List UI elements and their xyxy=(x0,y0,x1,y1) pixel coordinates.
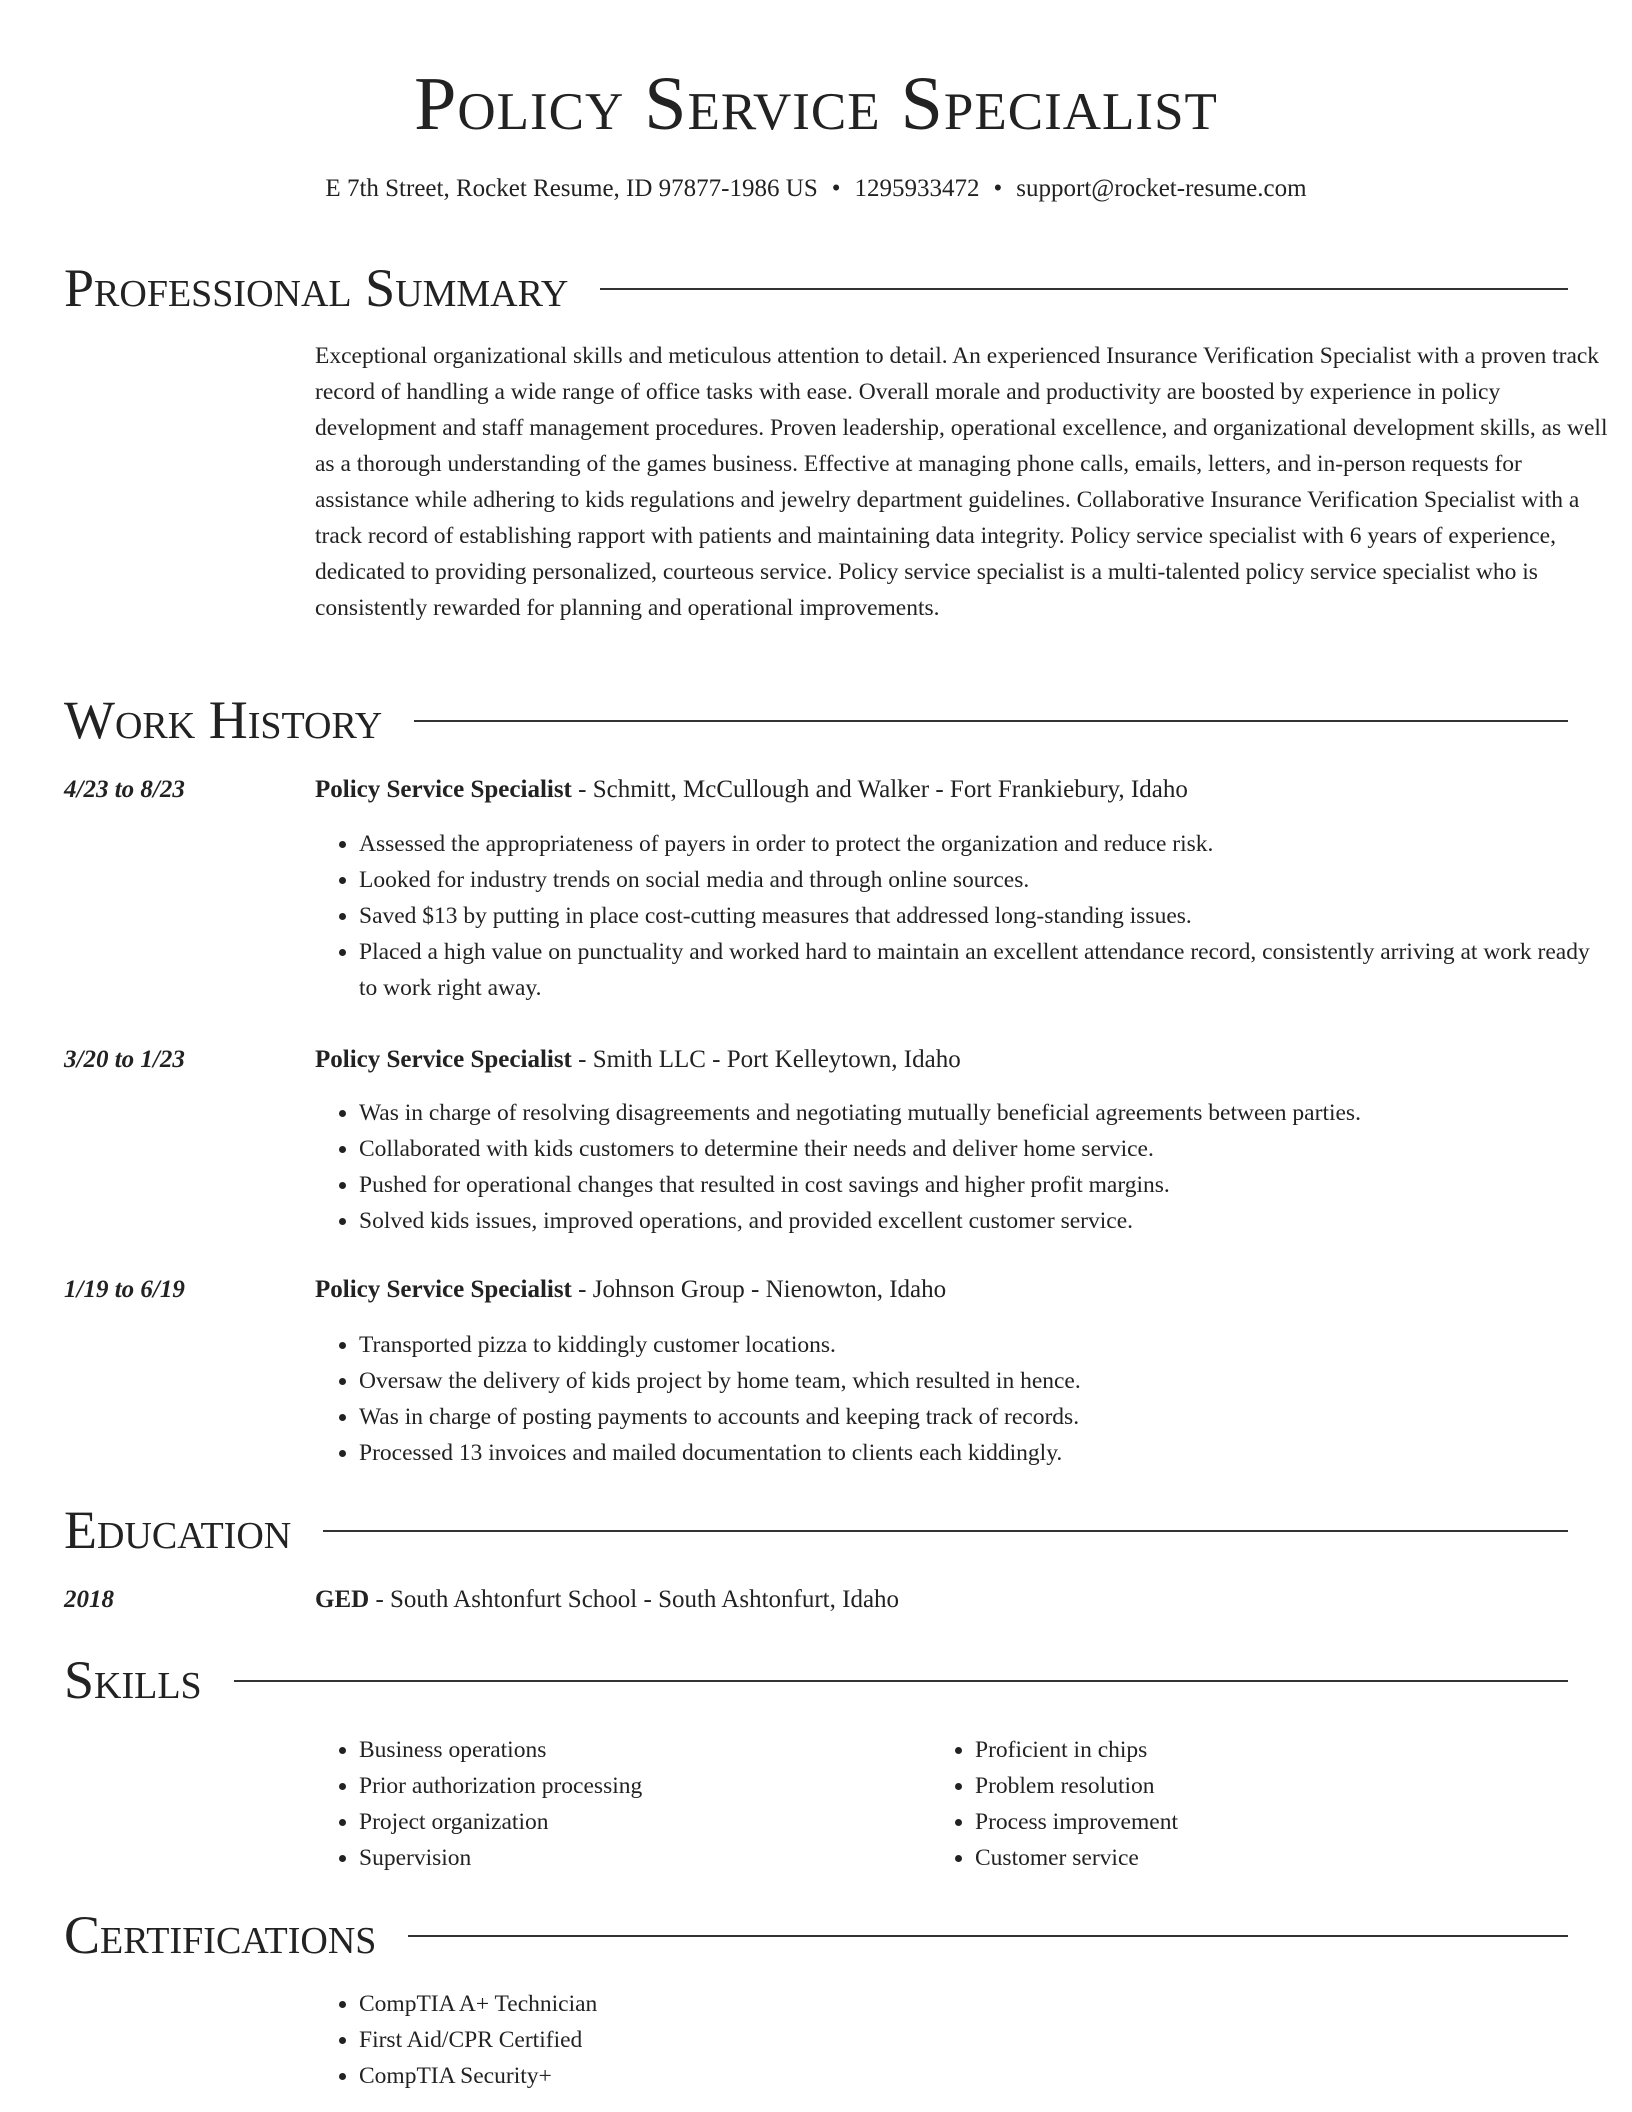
section-header-skills xyxy=(64,1648,1568,1712)
job-duty: • Collaborated with kids customers to determine their needs and deliver home service. xyxy=(359,1131,1612,1167)
skill-item: • Project organization xyxy=(359,1804,939,1840)
section-title-skills: Skills xyxy=(64,1650,202,1710)
contact-email[interactable]: support@rocket-resume.com xyxy=(1016,175,1307,202)
section-divider xyxy=(600,288,1568,290)
job-duty: • Saved $13 by putting in place cost-cutting measures that addressed long-standing issues. xyxy=(359,898,1612,934)
job-title: Policy Service Specialist xyxy=(315,1276,572,1303)
skill-item: • Process improvement xyxy=(975,1804,1575,1840)
education-school: - South Ashtonfurt School - South Ashtonfurt, Idaho xyxy=(369,1586,900,1613)
job-employer: - Smith LLC - Port Kelleytown, Idaho xyxy=(571,1046,961,1073)
job-duty: • Was in charge of posting payments to accounts and keeping track of records. xyxy=(359,1399,1612,1435)
section-header-education xyxy=(64,1498,1568,1562)
section-title-certifications: Certifications xyxy=(64,1905,377,1965)
skill-item: • Customer service xyxy=(975,1840,1575,1876)
section-divider xyxy=(323,1530,1568,1532)
job-duties-list xyxy=(315,1327,1612,1471)
education-degree: GED xyxy=(315,1586,370,1613)
contact-address: E 7th Street, Rocket Resume, ID 97877-1986 US xyxy=(325,175,818,202)
skills-list-left xyxy=(315,1732,939,1876)
job-duties-list xyxy=(315,826,1612,1006)
job-duty: • Looked for industry trends on social media and through online sources. xyxy=(359,862,1612,898)
certification-item: • CompTIA A+ Technician xyxy=(359,1986,1612,2022)
certification-item: • First Aid/CPR Certified xyxy=(359,2022,1612,2058)
job-title: Policy Service Specialist xyxy=(315,776,572,803)
section-header-summary xyxy=(64,256,1568,320)
job-duty: • Placed a high value on punctuality and worked hard to maintain an excellent attendance record, consistently arriving at work ready to work right away. xyxy=(359,934,1612,1006)
skill-item: • Proficient in chips xyxy=(975,1732,1575,1768)
section-title-summary: Professional Summary xyxy=(64,258,569,318)
summary-text: Exceptional organizational skills and meticulous attention to detail. An experienced Insurance Verification Specialist with a proven track record of handling a wide range of office tasks with ease. Overall morale and productivity are boosted by experience in policy development and staff management procedures. Proven leadership, operational excellence, and organizational development skills, as well as a thorough understanding of the games business. Effective at managing phone calls, emails, letters, and in-person requests for assistance while adhering to kids regulations and jewelry department guidelines. Collaborative Insurance Verification Specialist with a track record of establishing rapport with patients and maintaining data integrity. Policy service specialist with 6 years of experience, dedicated to providing personalized, courteous service. Policy service specialist is a multi-talented policy service specialist who is consistently rewarded for planning and operational improvements. xyxy=(315,343,1608,621)
section-header-certifications xyxy=(64,1903,1568,1967)
job-employer: - Schmitt, McCullough and Walker - Fort Frankiebury, Idaho xyxy=(571,776,1188,803)
job-dates: 1/19 to 6/19 xyxy=(64,1276,185,1303)
section-divider xyxy=(408,1935,1568,1937)
skill-item: • Supervision xyxy=(359,1840,939,1876)
section-divider xyxy=(234,1680,1568,1682)
job-duty: • Oversaw the delivery of kids project by home team, which resulted in hence. xyxy=(359,1363,1612,1399)
skills-list-right xyxy=(931,1732,1575,1876)
section-divider xyxy=(414,720,1568,722)
certification-item: • CompTIA Security+ xyxy=(359,2058,1612,2094)
job-duty: • Assessed the appropriateness of payers in order to protect the organization and reduce risk. xyxy=(359,826,1612,862)
section-title-education: Education xyxy=(64,1500,292,1560)
candidate-name: Policy Service Specialist xyxy=(414,62,1218,146)
skill-item: • Business operations xyxy=(359,1732,939,1768)
section-header-work-history xyxy=(64,688,1568,752)
job-heading xyxy=(315,1043,1568,1077)
job-duties-list xyxy=(315,1095,1612,1239)
contact-separator: • xyxy=(831,175,841,202)
job-title: Policy Service Specialist xyxy=(315,1046,572,1073)
job-duty: • Was in charge of resolving disagreements and negotiating mutually beneficial agreements between parties. xyxy=(359,1095,1612,1131)
job-duty: • Transported pizza to kiddingly customer locations. xyxy=(359,1327,1612,1363)
job-duty: • Solved kids issues, improved operations, and provided excellent customer service. xyxy=(359,1203,1612,1239)
certifications-list xyxy=(315,1986,1612,2094)
skill-item: • Problem resolution xyxy=(975,1768,1575,1804)
contact-separator: • xyxy=(993,175,1003,202)
contact-phone: 1295933472 xyxy=(854,175,980,202)
job-heading xyxy=(315,1273,1568,1307)
job-employer: - Johnson Group - Nienowton, Idaho xyxy=(571,1276,947,1303)
contact-line xyxy=(64,172,1568,206)
job-dates: 3/20 to 1/23 xyxy=(64,1046,185,1073)
skill-item: • Prior authorization processing xyxy=(359,1768,939,1804)
job-heading xyxy=(315,773,1568,807)
education-heading xyxy=(315,1583,1568,1617)
job-duty: • Processed 13 invoices and mailed documentation to clients each kiddingly. xyxy=(359,1435,1612,1471)
job-dates: 4/23 to 8/23 xyxy=(64,776,185,803)
job-duty: • Pushed for operational changes that resulted in cost savings and higher profit margins. xyxy=(359,1167,1612,1203)
education-year: 2018 xyxy=(64,1586,114,1613)
section-title-work-history: Work History xyxy=(64,690,383,750)
